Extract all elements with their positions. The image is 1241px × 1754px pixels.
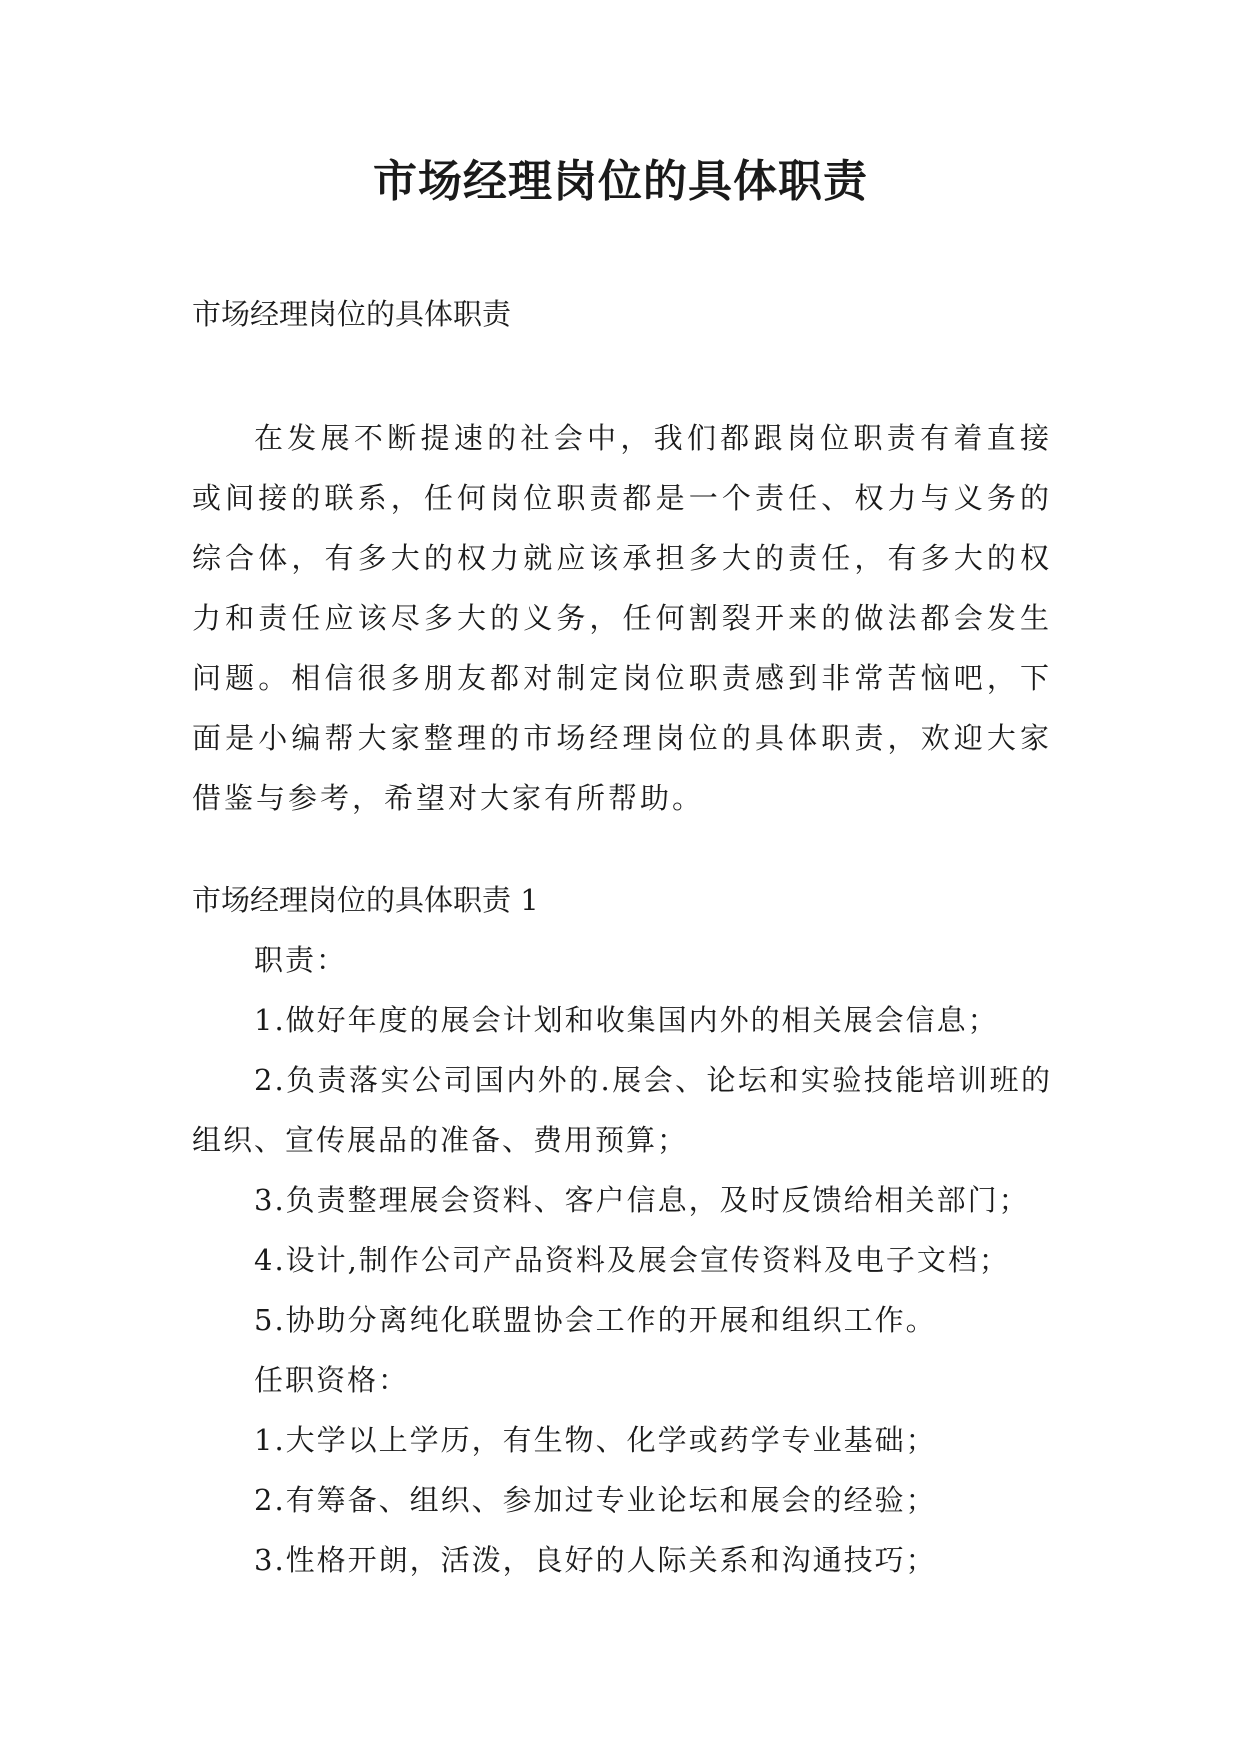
qualification-item: 2.有筹备、组织、参加过专业论坛和展会的经验；	[254, 1483, 937, 1517]
qualifications-label: 任职资格：	[254, 1363, 410, 1397]
document-subtitle: 市场经理岗位的具体职责	[192, 297, 512, 331]
section-body	[192, 930, 1052, 1590]
qualification-item: 3.性格开朗，活泼，良好的人际关系和沟通技巧；	[254, 1543, 937, 1577]
document-title: 市场经理岗位的具体职责	[373, 156, 868, 207]
duty-item: 5.协助分离纯化联盟协会工作的开展和组织工作。	[254, 1303, 937, 1337]
qualification-item: 1.大学以上学历，有生物、化学或药学专业基础；	[254, 1423, 937, 1457]
duties-label: 职责：	[254, 943, 348, 977]
section-heading: 市场经理岗位的具体职责 1	[192, 883, 539, 917]
intro-paragraph: 在发展不断提速的社会中，我们都跟岗位职责有着直接或间接的联系，任何岗位职责都是一个责任、权力与义务的综合体，有多大的权力就应该承担多大的责任，有多大的权力和责任应该尽多大的义务，任何割裂开来的做法都会发生问题。相信很多朋友都对制定岗位职责感到非常苦恼吧，下面是小编帮大家整理的市场经理岗位的具体职责，欢迎大家借鉴与参考，希望对大家有所帮助。	[192, 421, 1052, 815]
duty-item: 1.做好年度的展会计划和收集国内外的相关展会信息；	[254, 1003, 999, 1037]
duty-item: 4.设计,制作公司产品资料及展会宣传资料及电子文档；	[254, 1243, 1010, 1277]
duty-item: 2.负责落实公司国内外的.展会、论坛和实验技能培训班的组织、宣传展品的准备、费用预算；	[192, 1063, 1052, 1157]
duty-item: 3.负责整理展会资料、客户信息，及时反馈给相关部门；	[254, 1183, 1030, 1217]
